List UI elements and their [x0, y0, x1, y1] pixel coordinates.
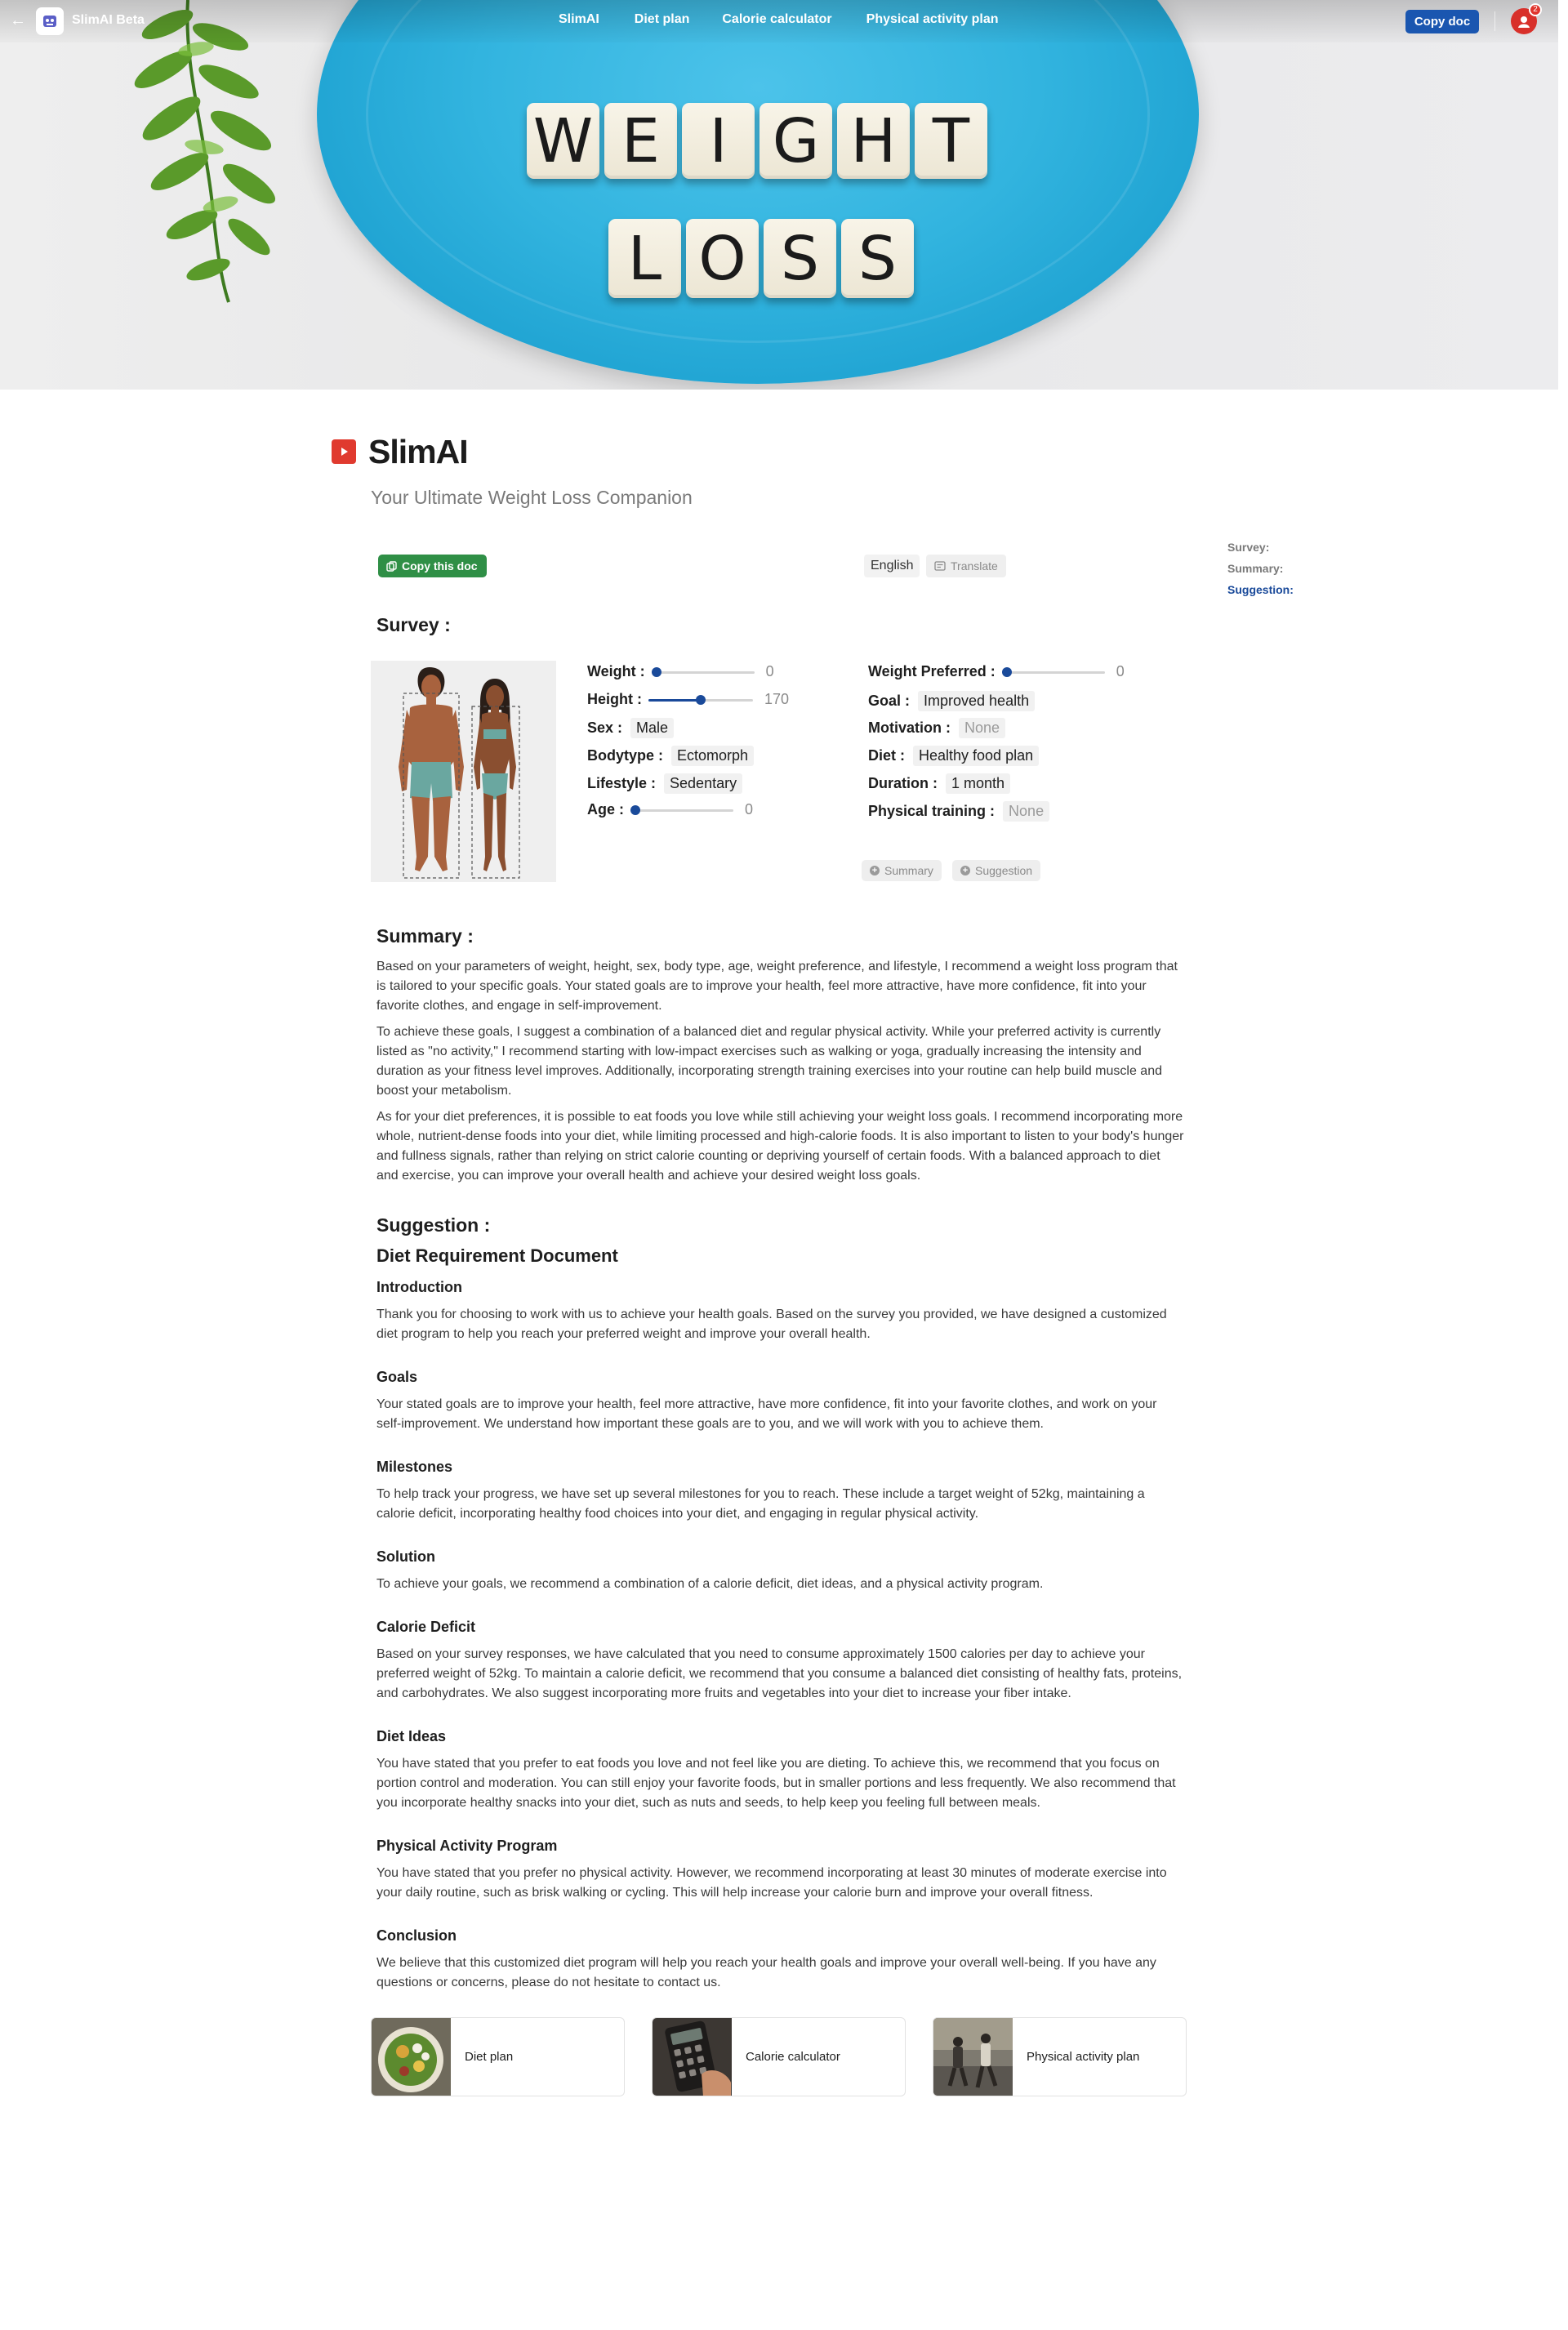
height-label: Height : [587, 691, 642, 707]
letter-tile: H [837, 103, 910, 179]
sex-label: Sex : [587, 719, 623, 736]
letter-tile: E [604, 103, 677, 179]
diet-label: Diet : [868, 747, 905, 764]
section-text-diet-ideas: You have stated that you prefer to eat foods you love and not feel like you are dieting. To achieve this, we recommend that you focus on portion control and moderation. You can still enjoy your favorite foods, but in smaller portions and less frequently. We also recommend that you incorporate healthy snacks into your diet, such as nuts and seeds, to help keep you feeling full between meals. [376, 1757, 1176, 1810]
motivation-label: Motivation : [868, 719, 951, 736]
app-name[interactable]: SlimAI Beta [72, 13, 145, 27]
goal-select[interactable]: Improved health [918, 691, 1035, 711]
card-physical-activity-plan[interactable] [933, 2017, 1187, 2096]
physical-training-field [868, 801, 1049, 822]
summary-paragraph: As for your diet preferences, it is possible to eat foods you love while still achieving your weight loss goals. I recommend incorporating more whole, nutrient-dense foods into your diet, while limiting processed and high-calorie foods. It is also important to listen to your body's hunger and fullness signals, rather than relying on strict calorie counting or depriving yourself of certain foods. With a balanced approach to diet and exercise, you can improve your overall health and achieve your desired weight loss goals. [376, 1110, 1184, 1183]
card-calorie-calculator[interactable] [652, 2017, 906, 2096]
summary-button[interactable] [862, 860, 942, 881]
card-diet-plan-label: Diet plan [465, 2050, 514, 2064]
body-figure-image [371, 661, 556, 882]
nav-link-slimai[interactable]: SlimAI [559, 12, 599, 26]
survey-heading: Survey : [376, 614, 451, 635]
section-text-goals: Your stated goals are to improve your health, feel more attractive, have more confidence, fit into your favorite clothes, and work on your self-improvement. We understand how important these goals are to you, and we will work with you to achieve them. [376, 1397, 1157, 1431]
plus-circle-icon: + [870, 866, 880, 875]
lifestyle-field [587, 773, 742, 794]
age-field [587, 801, 753, 818]
letter-tile: S [841, 219, 914, 298]
notification-badge: 2 [1529, 3, 1542, 16]
translate-button[interactable] [926, 555, 1006, 577]
page-subtitle: Your Ultimate Weight Loss Companion [371, 487, 693, 508]
suggestion-button-label: Suggestion [975, 864, 1033, 877]
document-outline [1227, 539, 1294, 603]
weight-field [587, 663, 774, 680]
section-title-physical-activity: Physical Activity Program [376, 1838, 558, 1854]
nav-link-calorie-calculator[interactable]: Calorie calculator [722, 12, 832, 26]
duration-label: Duration : [868, 775, 938, 791]
hero-banner [0, 0, 1558, 390]
section-text-physical-activity: You have stated that you prefer no physical activity. However, we recommend incorporating at least 30 minutes of moderate exercise into your daily routine, such as brisk walking or cycling. This will help increase your calorie burn and improve your overall fitness. [376, 1866, 1167, 1900]
section-text-solution: To achieve your goals, we recommend a combination of a calorie deficit, diet ideas, and a physical activity program. [376, 1577, 1044, 1591]
section-title-diet-ideas: Diet Ideas [376, 1728, 447, 1744]
lifestyle-label: Lifestyle : [587, 775, 657, 791]
section-title-calorie-deficit: Calorie Deficit [376, 1619, 476, 1635]
goal-label: Goal : [868, 693, 911, 709]
sex-field [587, 718, 674, 738]
nav-divider [1494, 11, 1495, 31]
translate-icon [934, 561, 946, 571]
tiles-weight [527, 103, 987, 179]
leaf-decoration [90, 0, 294, 310]
back-arrow-icon[interactable]: ← [10, 11, 26, 29]
weight-value: 0 [765, 663, 774, 679]
language-select[interactable]: English [864, 555, 920, 577]
section-text-calorie-deficit: Based on your survey responses, we have calculated that you need to consume approximately 1500 calories per day to achieve your preferred weight of 52kg. To maintain a calorie deficit, we recommend that you consume a balanced diet consisting of healthy fats, proteins, and carbohydrates. We also suggest incorporating more fruits and vegetables into your diet to increase your fiber intake. [376, 1647, 1183, 1700]
motivation-select[interactable]: None [959, 718, 1005, 738]
summary-heading: Summary : [376, 925, 474, 947]
section-text-milestones: To help track your progress, we have set up several milestones for you to reach. These include a target weight of 52kg, maintaining a calorie deficit, incorporating healthy food choices into your diet, and engaging in regular physical activity. [376, 1487, 1145, 1521]
section-title-goals: Goals [376, 1369, 418, 1385]
age-slider[interactable] [630, 804, 733, 816]
letter-tile: S [764, 219, 836, 298]
height-field [587, 691, 789, 708]
duration-field [868, 773, 1010, 794]
weight-preferred-slider[interactable] [1002, 666, 1105, 678]
card-diet-plan[interactable] [371, 2017, 625, 2096]
outline-item-summary[interactable]: Summary: [1227, 562, 1284, 575]
section-title-introduction: Introduction [376, 1279, 462, 1295]
tiles-loss [608, 219, 914, 298]
letter-tile: L [608, 219, 681, 298]
plus-circle-icon: + [960, 866, 970, 875]
diet-document-title: Diet Requirement Document [376, 1245, 618, 1266]
salad-thumbnail [372, 2017, 451, 2096]
age-label: Age : [587, 801, 624, 818]
section-title-conclusion: Conclusion [376, 1927, 457, 1944]
calculator-thumbnail [653, 2017, 732, 2096]
summary-paragraph: To achieve these goals, I suggest a combination of a balanced diet and regular physical activity. While your preferred activity is currently listed as "no activity," I recommend starting with low-impact exercises such as walking or yoga, gradually increasing the intensity and duration as your fitness level improves. Additionally, incorporating strength training exercises into your routine can help build muscle and boost your metabolism. [376, 1025, 1162, 1098]
weight-slider[interactable] [652, 666, 755, 678]
letter-tile: I [682, 103, 755, 179]
age-value: 0 [745, 801, 754, 818]
top-nav [0, 0, 1558, 42]
outline-item-suggestion[interactable]: Suggestion: [1227, 583, 1294, 596]
section-text-conclusion: We believe that this customized diet program will help you reach your health goals and improve your overall well-being. If you have any questions or concerns, please do not hesitate to contact us. [376, 1956, 1156, 1989]
sex-select[interactable]: Male [630, 718, 674, 738]
diet-field [868, 746, 1039, 766]
bodytype-field [587, 746, 754, 766]
card-calorie-calculator-label: Calorie calculator [746, 2050, 840, 2064]
suggestion-button[interactable] [952, 860, 1040, 881]
letter-tile: T [915, 103, 987, 179]
app-logo-icon[interactable] [36, 7, 64, 35]
summary-paragraph: Based on your parameters of weight, height, sex, body type, age, weight preference, and lifestyle, I recommend a weight loss program that is tailored to your specific goals. Your stated goals are to improve your health, feel more attractive, have more confidence, fit into your favorite clothes, and engage in self-improvement. [376, 960, 1178, 1013]
copy-this-doc-label: Copy this doc [402, 559, 478, 572]
goal-field [868, 691, 1035, 711]
physical-training-select[interactable]: None [1003, 801, 1049, 822]
physical-training-label: Physical training : [868, 803, 996, 819]
height-slider[interactable] [648, 694, 753, 706]
letter-tile: O [686, 219, 759, 298]
height-value: 170 [764, 691, 790, 707]
nav-link-physical-activity-plan[interactable]: Physical activity plan [866, 12, 999, 26]
weight-preferred-value: 0 [1116, 663, 1125, 679]
outline-item-survey[interactable]: Survey: [1227, 541, 1270, 554]
translate-label: Translate [951, 559, 998, 572]
summary-button-label: Summary [884, 864, 933, 877]
play-icon [332, 439, 356, 464]
duration-select[interactable]: 1 month [946, 773, 1010, 794]
copy-doc-button[interactable]: Copy doc [1405, 10, 1479, 33]
letter-tile: W [527, 103, 599, 179]
letter-tile: G [760, 103, 832, 179]
lifestyle-select[interactable]: Sedentary [664, 773, 742, 794]
section-text-introduction: Thank you for choosing to work with us to achieve your health goals. Based on the survey you provided, we have designed a customized diet program to help you reach your preferred weight and improve your overall health. [376, 1308, 1167, 1341]
section-title-solution: Solution [376, 1548, 435, 1565]
copy-icon [386, 561, 397, 572]
diet-select[interactable]: Healthy food plan [913, 746, 1039, 766]
bodytype-select[interactable]: Ectomorph [671, 746, 754, 766]
copy-this-doc-button[interactable] [378, 555, 487, 577]
weight-preferred-field [868, 663, 1125, 680]
weight-preferred-label: Weight Preferred : [868, 663, 996, 679]
card-physical-activity-plan-label: Physical activity plan [1027, 2050, 1140, 2064]
nav-links [559, 12, 999, 27]
nav-link-diet-plan[interactable]: Diet plan [634, 12, 690, 26]
motivation-field [868, 718, 1005, 738]
runners-thumbnail [933, 2017, 1013, 2096]
section-title-milestones: Milestones [376, 1459, 453, 1475]
suggestion-heading: Suggestion : [376, 1214, 491, 1236]
blue-plate [317, 0, 1199, 384]
weight-label: Weight : [587, 663, 645, 679]
bodytype-label: Bodytype : [587, 747, 664, 764]
page-title: SlimAI [368, 433, 468, 470]
